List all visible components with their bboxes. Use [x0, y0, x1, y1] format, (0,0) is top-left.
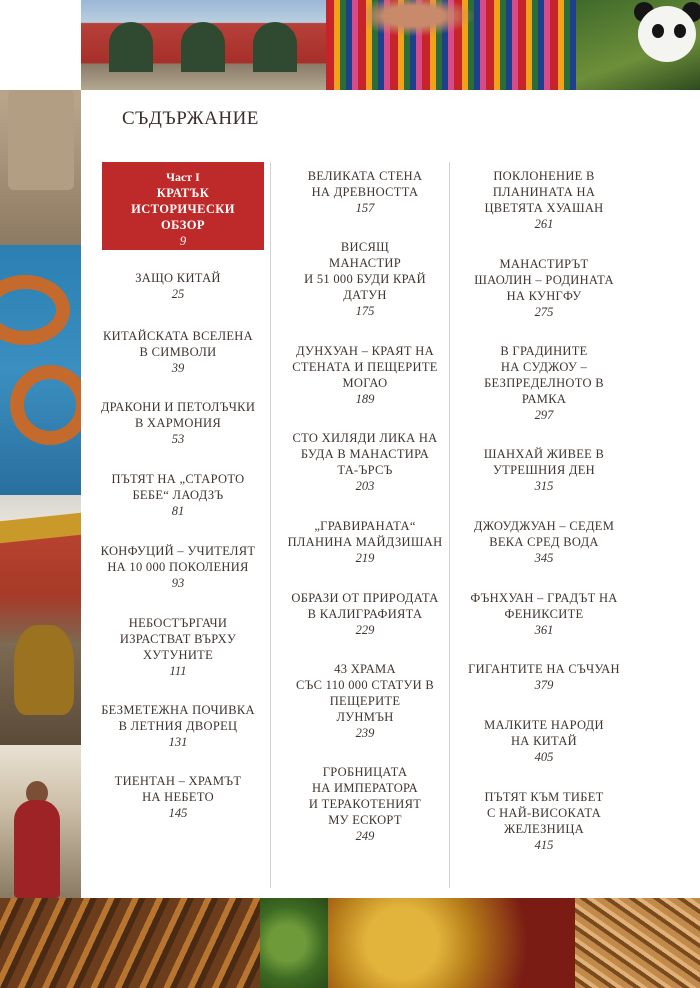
- toc-entry[interactable]: [275, 661, 455, 741]
- street-food-photo: [575, 898, 700, 988]
- entry-title: ЗАЩО КИТАЙ: [135, 271, 221, 285]
- entry-title: СТО ХИЛЯДИ ЛИКА НА БУДА В МАНАСТИРА ТА-ЪРСЪ: [292, 431, 438, 477]
- weaver-hands: [366, 0, 486, 40]
- toc-entry[interactable]: [454, 717, 634, 765]
- buddha-statue-photo: [0, 90, 81, 245]
- entry-page-number: 219: [355, 551, 375, 565]
- entry-page-number: 203: [355, 479, 375, 493]
- gate-arch: [253, 22, 297, 72]
- toc-entry[interactable]: [88, 702, 268, 750]
- entry-page-number: 229: [355, 623, 375, 637]
- bottom-photo-strip: [0, 898, 700, 988]
- entry-title: В ГРАДИНИТЕ НА СУДЖОУ – БЕЗПРЕДЕЛНОТО В РАМКА: [484, 344, 604, 406]
- toc-entry[interactable]: [454, 168, 634, 232]
- part-title: КРАТЪК ИСТОРИЧЕСКИ ОБЗОР: [131, 186, 235, 232]
- forbidden-city-photo: [0, 495, 81, 745]
- entry-page-number: 53: [171, 432, 185, 446]
- toc-entry[interactable]: [88, 471, 268, 519]
- gate-arch: [181, 22, 225, 72]
- entry-page-number: 361: [534, 623, 554, 637]
- golden-ornament-photo: [328, 898, 575, 988]
- toc-entry[interactable]: [275, 590, 455, 638]
- foliage-photo: [260, 898, 328, 988]
- toc-entry[interactable]: [275, 168, 455, 216]
- toc-entry[interactable]: [275, 430, 455, 494]
- toc-entry[interactable]: [275, 518, 455, 566]
- page-title: СЪДЪРЖАНИЕ: [122, 108, 259, 129]
- column-divider: [270, 162, 271, 888]
- part-one-box[interactable]: [102, 162, 264, 250]
- toc-entry[interactable]: [454, 256, 634, 320]
- entry-title: НЕБОСТЪРГАЧИ ИЗРАСТВАТ ВЪРХУ ХУТУНИТЕ: [119, 616, 237, 662]
- entry-title: БЕЗМЕТЕЖНА ПОЧИВКА В ЛЕТНИЯ ДВОРЕЦ: [101, 703, 255, 733]
- entry-title: ВЕЛИКАТА СТЕНА НА ДРЕВНОСТТА: [307, 169, 423, 199]
- toc-entry[interactable]: [275, 239, 455, 319]
- entry-title: ПЪТЯТ КЪМ ТИБЕТ С НАЙ-ВИСОКАТА ЖЕЛЕЗНИЦА: [484, 790, 604, 836]
- entry-page-number: 189: [355, 392, 375, 406]
- entry-title: МАЛКИТЕ НАРОДИ НА КИТАЙ: [484, 718, 604, 748]
- dragon-wall-photo: [0, 245, 81, 495]
- entry-page-number: 157: [355, 201, 375, 215]
- left-photo-strip: [0, 90, 81, 898]
- entry-page-number: 39: [171, 361, 185, 375]
- entry-page-number: 81: [171, 504, 185, 518]
- entry-title: ПОКЛОНЕНИЕ В ПЛАНИНАТА НА ЦВЕТЯТА ХУАШАН: [484, 169, 604, 215]
- entry-page-number: 379: [534, 678, 554, 692]
- panda-eye: [674, 24, 686, 38]
- entry-page-number: 345: [534, 551, 554, 565]
- entry-title: ГРОБНИЦАТА НА ИМПЕРАТОРА И ТЕРАКОТЕНИЯТ МУ ЕСКОРТ: [308, 765, 422, 827]
- entry-page-number: 275: [534, 305, 554, 319]
- entry-title: 43 ХРАМА СЪС 110 000 СТАТУИ В ПЕЩЕРИТЕ ЛУНМЪН: [295, 662, 434, 724]
- toc-entry[interactable]: [454, 446, 634, 494]
- panda-photo: [576, 0, 700, 90]
- buddha-body: [8, 90, 74, 190]
- tibetan-monk-photo: [0, 745, 81, 898]
- entry-page-number: 261: [534, 217, 554, 231]
- top-photo-strip: [0, 0, 700, 90]
- toc-entry[interactable]: [88, 543, 268, 591]
- entry-page-number: 93: [171, 576, 185, 590]
- toc-entry[interactable]: [88, 399, 268, 447]
- entry-title: ДУНХУАН – КРАЯТ НА СТЕНАТА И ПЕЩЕРИТЕ МОГАО: [292, 344, 438, 390]
- entry-title: ТИЕНТАН – ХРАМЪТ НА НЕБЕТО: [114, 774, 242, 804]
- entry-title: ШАНХАЙ ЖИВЕЕ В УТРЕШНИЯ ДЕН: [483, 447, 605, 477]
- entry-page-number: 25: [171, 287, 185, 301]
- entry-title: ДЖОУДЖУАН – СЕДЕМ ВЕКА СРЕД ВОДА: [473, 519, 615, 549]
- entry-page-number: 249: [355, 829, 375, 843]
- bronze-urn: [14, 625, 74, 715]
- gate-arch: [109, 22, 153, 72]
- contents-page: [81, 90, 700, 898]
- toc-entry[interactable]: [88, 270, 268, 302]
- toc-entry[interactable]: [454, 590, 634, 638]
- toc-entry[interactable]: [454, 518, 634, 566]
- entry-title: ДРАКОНИ И ПЕТОЛЪЧКИ В ХАРМОНИЯ: [100, 400, 256, 430]
- palace-roof: [0, 512, 81, 545]
- entry-page-number: 315: [534, 479, 554, 493]
- part-page-number: 9: [179, 234, 187, 248]
- dragon-coil: [0, 275, 70, 345]
- entry-page-number: 297: [534, 408, 554, 422]
- weaving-photo: [326, 0, 576, 90]
- monk-robe: [14, 800, 60, 898]
- entry-title: „ГРАВИРАНАТА“ ПЛАНИНА МАЙДЗИШАН: [287, 519, 443, 549]
- part-label: Част I: [166, 170, 200, 184]
- dragon-coil: [10, 365, 81, 445]
- entry-title: ОБРАЗИ ОТ ПРИРОДАТА В КАЛИГРАФИЯТА: [291, 591, 439, 621]
- entry-page-number: 111: [169, 664, 187, 678]
- entry-title: ГИГАНТИТЕ НА СЪЧУАН: [468, 662, 620, 676]
- entry-page-number: 175: [355, 304, 375, 318]
- toc-entry[interactable]: [454, 343, 634, 423]
- entry-page-number: 131: [168, 735, 188, 749]
- entry-title: КОНФУЦИЙ – УЧИТЕЛЯТ НА 10 000 ПОКОЛЕНИЯ: [100, 544, 256, 574]
- entry-page-number: 405: [534, 750, 554, 764]
- toc-entry[interactable]: [88, 773, 268, 821]
- toc-entry[interactable]: [454, 789, 634, 853]
- entry-title: КИТАЙСКАТА ВСЕЛЕНА В СИМВОЛИ: [103, 329, 253, 359]
- entry-title: ФЪНХУАН – ГРАДЪТ НА ФЕНИКСИТЕ: [470, 591, 618, 621]
- toc-entry[interactable]: [454, 661, 634, 693]
- panda-eye: [652, 24, 664, 38]
- toc-entry[interactable]: [88, 328, 268, 376]
- entry-page-number: 239: [355, 726, 375, 740]
- toc-entry[interactable]: [88, 615, 268, 679]
- red-gate-photo: [81, 0, 326, 90]
- toc-entry[interactable]: [275, 343, 455, 407]
- terracotta-photo: [0, 898, 260, 988]
- toc-entry[interactable]: [275, 764, 455, 844]
- panda-face: [638, 6, 696, 62]
- entry-title: ПЪТЯТ НА „СТАРОТО БЕБЕ“ ЛАОДЗЪ: [111, 472, 245, 502]
- entry-page-number: 145: [168, 806, 188, 820]
- entry-title: ВИСЯЩ МАНАСТИР И 51 000 БУДИ КРАЙ ДАТУН: [304, 240, 426, 302]
- entry-title: МАНАСТИРЪТ ШАОЛИН – РОДИНАТА НА КУНГФУ: [474, 257, 614, 303]
- entry-page-number: 415: [534, 838, 554, 852]
